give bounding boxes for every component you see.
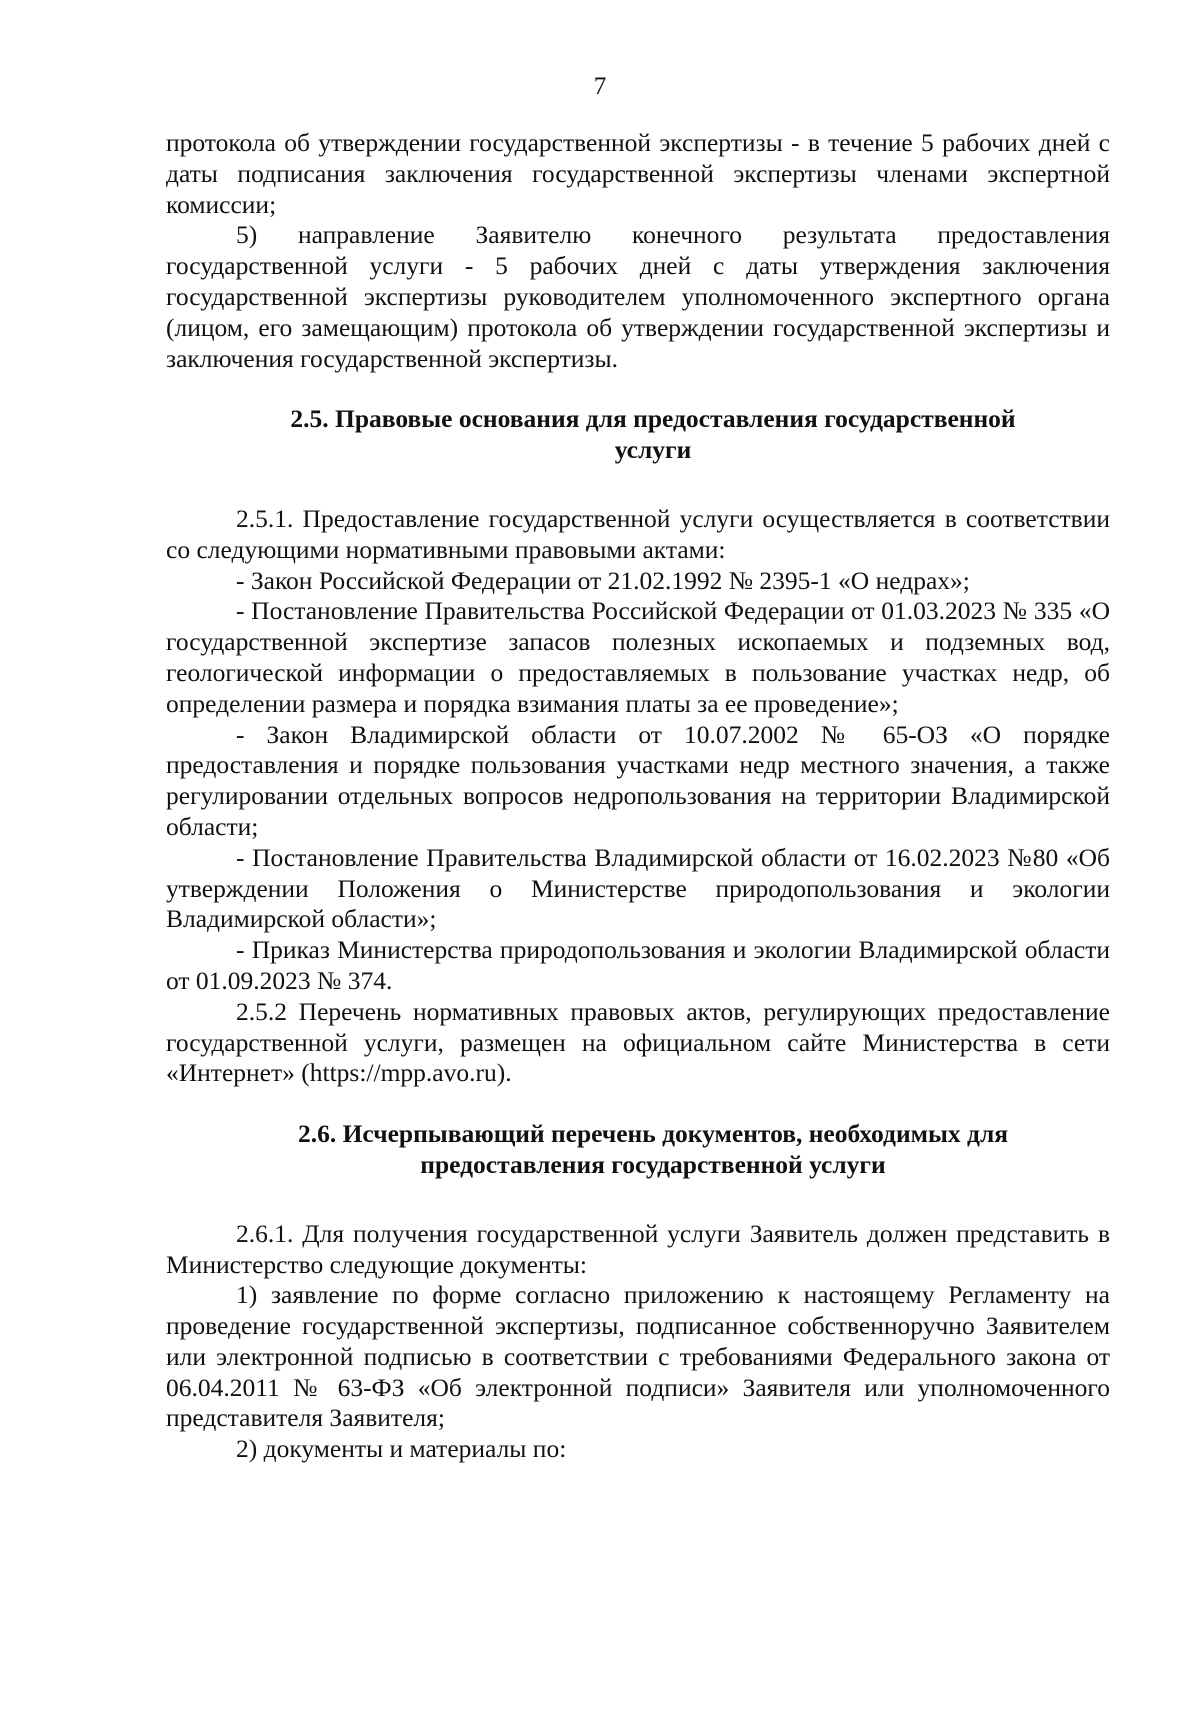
list-item-law-3: - Закон Владимирской области от 10.07.2002 № 65-ОЗ «О порядке предоставления и порядке пользования участками недр местного значения, а также регулировании отдельных вопросов недропользования на территории Владимирской области;: [166, 719, 1110, 841]
list-item-law-1: - Закон Российской Федерации от 21.02.1992 № 2395-1 «О недрах»;: [236, 565, 970, 595]
list-item-law-4: - Постановление Правительства Владимирской области от 16.02.2023 №80 «Об утверждении Положения о Министерстве природопользования и экологии Владимирской области»;: [166, 842, 1110, 934]
list-item-law-2: - Постановление Правительства Российской Федерации от 01.03.2023 № 335 «О государственной экспертизе запасов полезных ископаемых и подземных вод, геологической информации о предоставляемых в пользование участках недр, об определении размера и порядка взимания платы за ее проведение»;: [166, 596, 1110, 718]
section-heading-2-6-line2: предоставления государственной услуги: [420, 1149, 886, 1179]
section-heading-2-5: [166, 404, 1110, 466]
list-item-law-5: - Приказ Министерства природопользования и экологии Владимирской области от 01.09.2023 № 374.: [166, 935, 1110, 995]
section-heading-2-5-line2: услуги: [614, 435, 692, 465]
paragraph-2-5-2: 2.5.2 Перечень нормативных правовых актов, регулирующих предоставление государственной услуги, размещен на официальном сайте Министерства в сети «Интернет» (https://mpp.avo.ru).: [166, 996, 1110, 1088]
section-heading-2-5-line1: 2.5. Правовые основания для предоставления государственной: [290, 404, 1016, 434]
list-item-document-1: 1) заявление по форме согласно приложению к настоящему Регламенту на проведение государственной экспертизы, подписанное собственноручно Заявителем или электронной подписью в соответствии с требованиями Федерального закона от 06.04.2011 № 63-ФЗ «Об электронной подписи» Заявителя или уполномоченного представителя Заявителя;: [166, 1280, 1110, 1433]
paragraph-item-5: 5) направление Заявителю конечного результата предоставления государственной услуги - 5 рабочих дней с даты утверждения заключения государственной экспертизы руководителем уполномоченного экспертного органа (лицом, его замещающим) протокола об утверждении государственной экспертизы и заключения государственной экспертизы.: [166, 220, 1110, 373]
paragraph-2-5-1: 2.5.1. Предоставление государственной услуги осуществляется в соответствии со следующими нормативными правовыми актами:: [166, 503, 1110, 564]
paragraph-protocol-deadline: протокола об утверждении государственной экспертизы - в течение 5 рабочих дней с даты подписания заключения государственной экспертизы членами экспертной комиссии;: [166, 128, 1110, 219]
section-heading-2-6-line1: 2.6. Исчерпывающий перечень документов, необходимых для: [297, 1119, 1009, 1149]
document-body: [166, 128, 1110, 1465]
paragraph-2-6-1: 2.6.1. Для получения государственной услуги Заявитель должен представить в Министерство следующие документы:: [166, 1218, 1110, 1279]
list-item-document-2: 2) документы и материалы по:: [236, 1434, 567, 1464]
page-number: 7: [593, 73, 607, 100]
section-heading-2-6: [166, 1119, 1110, 1181]
